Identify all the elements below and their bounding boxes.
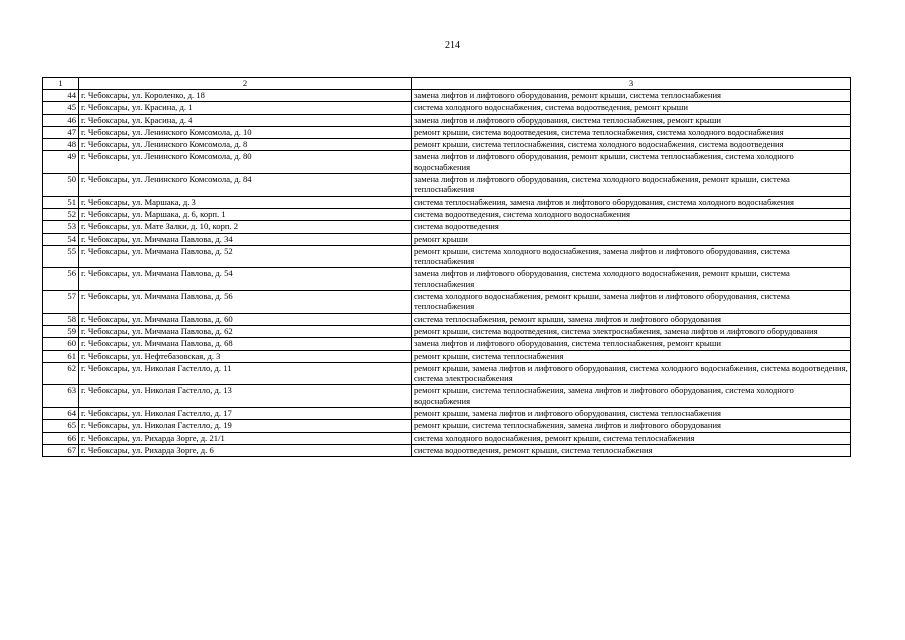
- address-cell: г. Чебоксары, ул. Мичмана Павлова, д. 34: [79, 233, 412, 245]
- table-row: [43, 90, 851, 102]
- works-cell: ремонт крыши, система теплоснабжения, система холодного водоснабжения, система водоотведения: [412, 139, 851, 151]
- row-number-cell: 44: [43, 90, 79, 102]
- works-cell: замена лифтов и лифтового оборудования, ремонт крыши, система теплоснабжения, система холодного водоснабжения: [412, 151, 851, 174]
- table-row: [43, 233, 851, 245]
- row-number-cell: 46: [43, 114, 79, 126]
- header-cell-works: 3: [412, 78, 851, 90]
- table-row: [43, 196, 851, 208]
- works-cell: ремонт крыши, система теплоснабжения, замена лифтов и лифтового оборудования, система холодного водоснабжения: [412, 385, 851, 408]
- table-row: [43, 408, 851, 420]
- table-row: [43, 245, 851, 268]
- address-cell: г. Чебоксары, ул. Мичмана Павлова, д. 62: [79, 325, 412, 337]
- row-number-cell: 63: [43, 385, 79, 408]
- row-number-cell: 62: [43, 362, 79, 385]
- works-cell: система холодного водоснабжения, ремонт крыши, система теплоснабжения: [412, 432, 851, 444]
- works-cell: ремонт крыши, замена лифтов и лифтового оборудования, система теплоснабжения: [412, 408, 851, 420]
- table-row: [43, 291, 851, 314]
- address-cell: г. Чебоксары, ул. Маршака, д. 6, корп. 1: [79, 208, 412, 220]
- row-number-cell: 53: [43, 221, 79, 233]
- works-cell: ремонт крыши, система холодного водоснабжения, замена лифтов и лифтового оборудования, система теплоснабжения: [412, 245, 851, 268]
- header-cell-address: 2: [79, 78, 412, 90]
- row-number-cell: 55: [43, 245, 79, 268]
- row-number-cell: 57: [43, 291, 79, 314]
- works-cell: замена лифтов и лифтового оборудования, система теплоснабжения, ремонт крыши: [412, 338, 851, 350]
- works-cell: ремонт крыши, система водоотведения, система электроснабжения, замена лифтов и лифтового оборудования: [412, 325, 851, 337]
- row-number-cell: 56: [43, 268, 79, 291]
- address-cell: г. Чебоксары, ул. Рихарда Зорге, д. 21/1: [79, 432, 412, 444]
- address-cell: г. Чебоксары, ул. Красина, д. 1: [79, 102, 412, 114]
- works-cell: ремонт крыши, система водоотведения, система теплоснабжения, система холодного водоснабжения: [412, 126, 851, 138]
- works-cell: ремонт крыши: [412, 233, 851, 245]
- row-number-cell: 58: [43, 313, 79, 325]
- row-number-cell: 48: [43, 139, 79, 151]
- works-cell: система теплоснабжения, ремонт крыши, замена лифтов и лифтового оборудования: [412, 313, 851, 325]
- row-number-cell: 52: [43, 208, 79, 220]
- address-cell: г. Чебоксары, ул. Николая Гастелло, д. 13: [79, 385, 412, 408]
- address-cell: г. Чебоксары, ул. Маршака, д. 3: [79, 196, 412, 208]
- table-row: [43, 126, 851, 138]
- address-cell: г. Чебоксары, ул. Мичмана Павлова, д. 56: [79, 291, 412, 314]
- table-row: [43, 102, 851, 114]
- address-cell: г. Чебоксары, ул. Николая Гастелло, д. 11: [79, 362, 412, 385]
- works-cell: система водоотведения: [412, 221, 851, 233]
- works-cell: замена лифтов и лифтового оборудования, система холодного водоснабжения, ремонт крыши, система теплоснабжения: [412, 268, 851, 291]
- works-cell: замена лифтов и лифтового оборудования, система холодного водоснабжения, ремонт крыши, система теплоснабжения: [412, 174, 851, 197]
- table-row: [43, 385, 851, 408]
- row-number-cell: 50: [43, 174, 79, 197]
- table-header-row: [43, 78, 851, 90]
- table-row: [43, 208, 851, 220]
- address-cell: г. Чебоксары, ул. Николая Гастелло, д. 19: [79, 420, 412, 432]
- row-number-cell: 60: [43, 338, 79, 350]
- row-number-cell: 49: [43, 151, 79, 174]
- address-cell: г. Чебоксары, ул. Ленинского Комсомола, д. 10: [79, 126, 412, 138]
- row-number-cell: 47: [43, 126, 79, 138]
- table-row: [43, 221, 851, 233]
- header-cell-number: 1: [43, 78, 79, 90]
- table-row: [43, 268, 851, 291]
- row-number-cell: 64: [43, 408, 79, 420]
- address-cell: г. Чебоксары, ул. Красина, д. 4: [79, 114, 412, 126]
- works-cell: система водоотведения, система холодного водоснабжения: [412, 208, 851, 220]
- row-number-cell: 65: [43, 420, 79, 432]
- table-row: [43, 325, 851, 337]
- address-cell: г. Чебоксары, ул. Ленинского Комсомола, д. 80: [79, 151, 412, 174]
- works-cell: ремонт крыши, система теплоснабжения: [412, 350, 851, 362]
- row-number-cell: 67: [43, 444, 79, 456]
- table-row: [43, 338, 851, 350]
- works-cell: замена лифтов и лифтового оборудования, ремонт крыши, система теплоснабжения: [412, 90, 851, 102]
- works-cell: ремонт крыши, замена лифтов и лифтового оборудования, система холодного водоснабжения, система водоотведения, система электроснабжения: [412, 362, 851, 385]
- address-cell: г. Чебоксары, ул. Николая Гастелло, д. 17: [79, 408, 412, 420]
- table-row: [43, 313, 851, 325]
- row-number-cell: 59: [43, 325, 79, 337]
- address-cell: г. Чебоксары, ул. Мате Залки, д. 10, корп. 2: [79, 221, 412, 233]
- address-cell: г. Чебоксары, ул. Мичмана Павлова, д. 60: [79, 313, 412, 325]
- works-cell: система холодного водоснабжения, система водоотведения, ремонт крыши: [412, 102, 851, 114]
- address-cell: г. Чебоксары, ул. Мичмана Павлова, д. 68: [79, 338, 412, 350]
- table-row: [43, 420, 851, 432]
- page-number: 214: [445, 40, 460, 51]
- table-row: [43, 151, 851, 174]
- address-cell: г. Чебоксары, ул. Короленко, д. 18: [79, 90, 412, 102]
- row-number-cell: 66: [43, 432, 79, 444]
- address-cell: г. Чебоксары, ул. Мичмана Павлова, д. 52: [79, 245, 412, 268]
- row-number-cell: 61: [43, 350, 79, 362]
- table-row: [43, 174, 851, 197]
- works-cell: система холодного водоснабжения, ремонт крыши, замена лифтов и лифтового оборудования, система теплоснабжения: [412, 291, 851, 314]
- table-row: [43, 350, 851, 362]
- address-cell: г. Чебоксары, ул. Нефтебазовская, д. 3: [79, 350, 412, 362]
- address-cell: г. Чебоксары, ул. Мичмана Павлова, д. 54: [79, 268, 412, 291]
- table-row: [43, 362, 851, 385]
- works-cell: система теплоснабжения, замена лифтов и лифтового оборудования, система холодного водоснабжения: [412, 196, 851, 208]
- table-body: [43, 78, 851, 457]
- address-cell: г. Чебоксары, ул. Ленинского Комсомола, д. 84: [79, 174, 412, 197]
- works-cell: система водоотведения, ремонт крыши, система теплоснабжения: [412, 444, 851, 456]
- repair-works-table: [42, 77, 851, 457]
- table-row: [43, 444, 851, 456]
- address-cell: г. Чебоксары, ул. Рихарда Зорге, д. 6: [79, 444, 412, 456]
- row-number-cell: 54: [43, 233, 79, 245]
- works-cell: замена лифтов и лифтового оборудования, система теплоснабжения, ремонт крыши: [412, 114, 851, 126]
- row-number-cell: 51: [43, 196, 79, 208]
- address-cell: г. Чебоксары, ул. Ленинского Комсомола, д. 8: [79, 139, 412, 151]
- table-row: [43, 114, 851, 126]
- row-number-cell: 45: [43, 102, 79, 114]
- table-row: [43, 139, 851, 151]
- table-row: [43, 432, 851, 444]
- works-cell: ремонт крыши, система теплоснабжения, замена лифтов и лифтового оборудования: [412, 420, 851, 432]
